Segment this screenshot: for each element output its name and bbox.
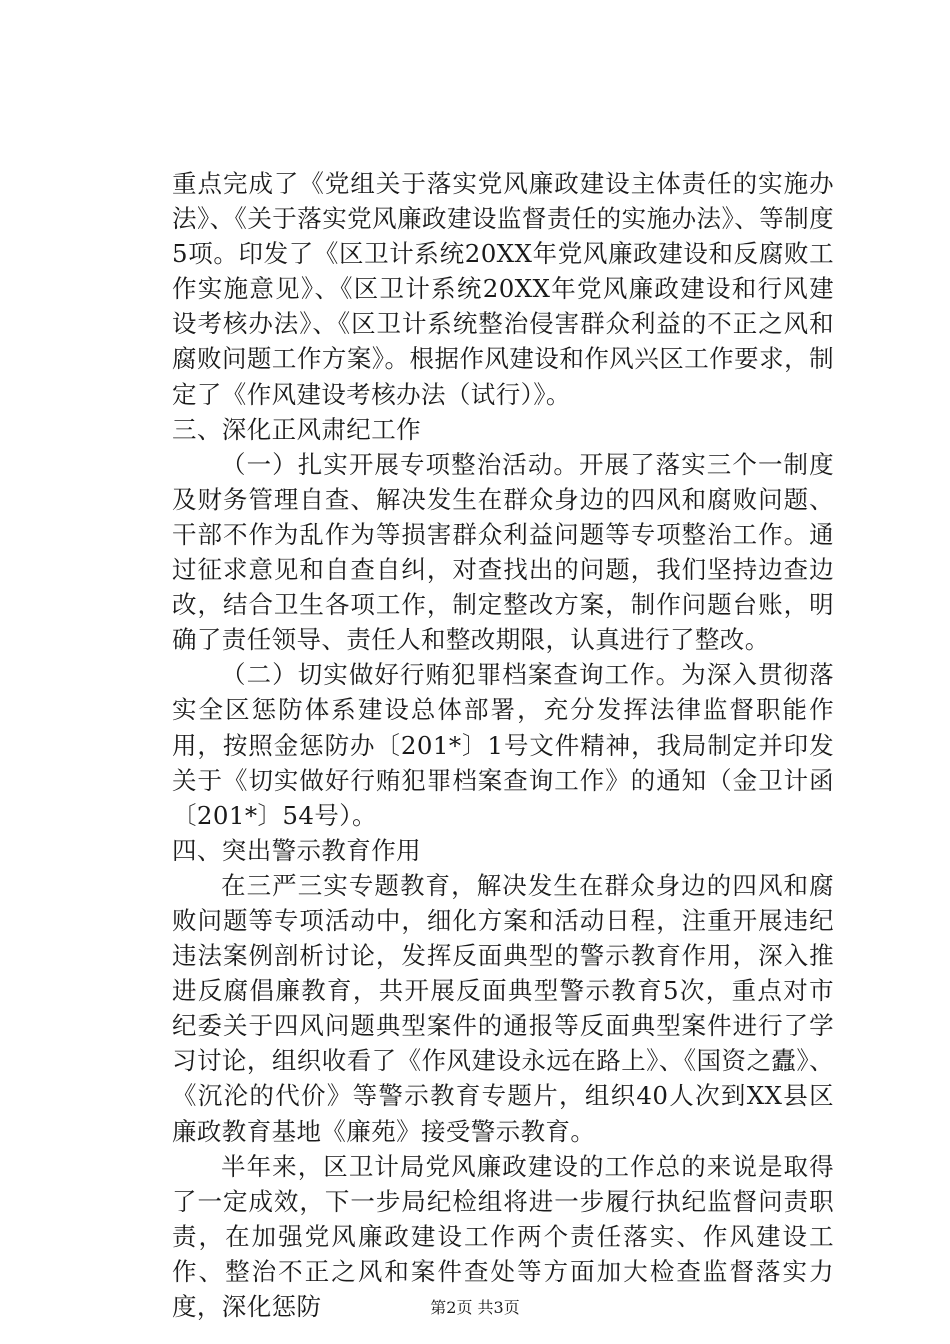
- paragraph-bribery-record-inquiry: （二）切实做好行贿犯罪档案查询工作。为深入贯彻落实全区惩防体系建设总体部署，充分发挥法律监督职能作用，按照金惩防办〔201*〕1号文件精神，我局制定并印发关于《切实做好行贿犯罪档案查询工作》的通知（金卫计函〔201*〕54号）。: [172, 660, 834, 830]
- section-heading-four: 四、突出警示教育作用: [172, 835, 421, 865]
- paragraph-half-year-summary: 半年来，区卫计局党风廉政建设的工作总的来说是取得了一定成效，下一步局纪检组将进一步履行执纪监督问责职责，在加强党风廉政建设工作两个责任落实、作风建设工作、整治不正之风和案件查处等方面加大检查监督落实力度，深化惩防: [172, 1151, 834, 1321]
- section-heading-three: 三、深化正风肃纪工作: [172, 414, 421, 444]
- page-number-footer: 第2页 共3页: [430, 1298, 520, 1317]
- paragraph-warning-education: 在三严三实专题教育，解决发生在群众身边的四风和腐败问题等专项活动中，细化方案和活动日程，注重开展违纪违法案例剖析讨论，发挥反面典型的警示教育作用，深入推进反腐倡廉教育，共开展反面典型警示教育5次，重点对市纪委关于四风问题典型案件的通报等反面典型案件进行了学习讨论，组织收看了《作风建设永远在路上》、《国资之蠹》、《沉沦的代价》等警示教育专题片，组织40人次到XX县区廉政教育基地《廉苑》接受警示教育。: [172, 870, 834, 1146]
- paragraph-continued-intro: 重点完成了《党组关于落实党风廉政建设主体责任的实施办法》、《关于落实党风廉政建设监督责任的实施办法》、等制度5项。印发了《区卫计系统20XX年党风廉政建设和反腐败工作实施意见》、《区卫计系统20XX年党风廉政建设和行风建设考核办法》、《区卫计系统整治侵害群众利益的不正之风和腐败问题工作方案》。根据作风建设和作风兴区工作要求，制定了《作风建设考核办法（试行）》。: [172, 169, 834, 409]
- document-body: [172, 166, 834, 1324]
- paragraph-special-rectification: （一）扎实开展专项整治活动。开展了落实三个一制度及财务管理自查、解决发生在群众身边的四风和腐败问题、干部不作为乱作为等损害群众利益问题等专项整治工作。通过征求意见和自查自纠，对查找出的问题，我们坚持边查边改，结合卫生各项工作，制定整改方案，制作问题台账，明确了责任领导、责任人和整改期限，认真进行了整改。: [172, 449, 834, 655]
